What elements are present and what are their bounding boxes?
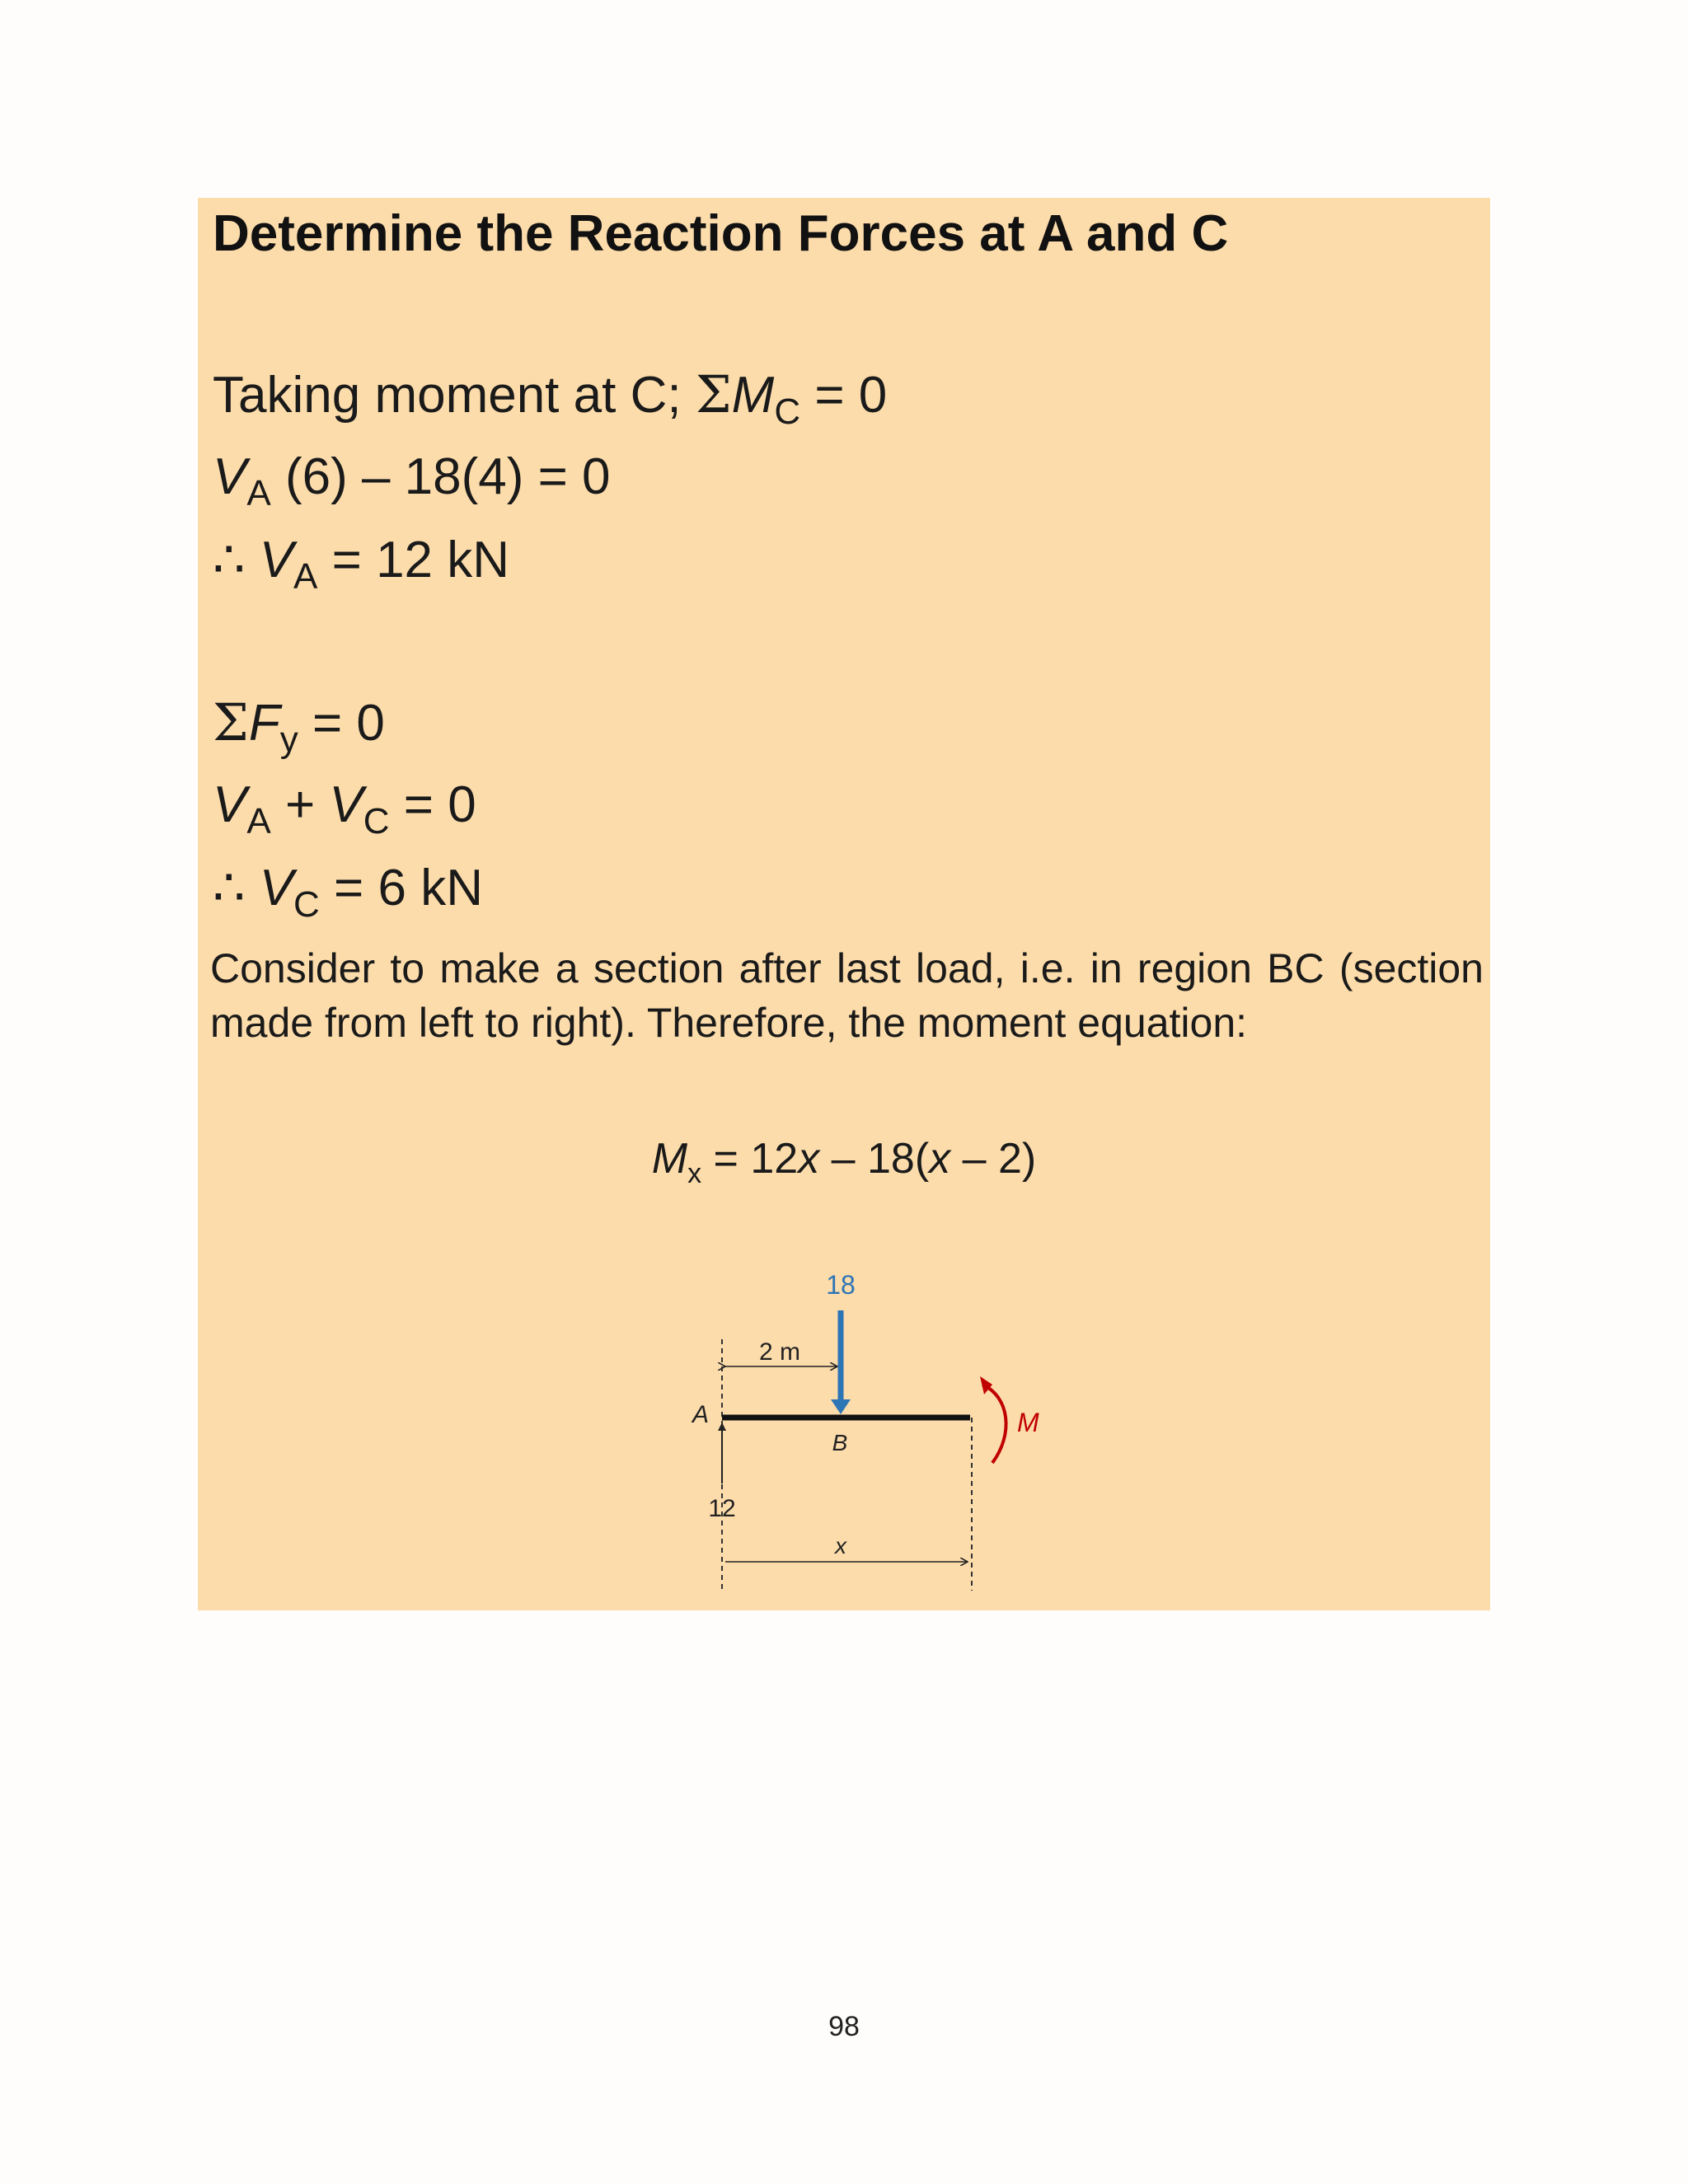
moment-rhs: = 0 [800,367,888,424]
load-value: 18 [826,1270,856,1300]
va-var: V [213,448,247,505]
moment-sub: C [774,391,801,432]
va-sub: A [246,473,271,513]
distance-label: 2 m [758,1338,801,1366]
therefore-symbol: ∴ [213,529,246,589]
va-var: V [213,776,247,833]
plus-sign: + [270,776,330,833]
slide-panel [198,198,1490,1610]
va-result-rhs: = 12 kN [317,532,510,588]
vc-result-var: V [259,860,294,916]
therefore-symbol: ∴ [213,857,246,917]
mx-var: M [651,1135,688,1183]
mx-part2: – 18( [819,1135,930,1183]
mx-sub: x [687,1158,702,1189]
sigma-symbol: Σ [213,692,249,752]
section-paragraph: Consider to make a section after last load, i.e. in region BC (section made from left to right). Therefore, the moment equation: [210,945,1484,1046]
point-b-label: B [832,1430,848,1455]
point-a-label: A [692,1401,710,1428]
moment-arrowhead-icon [980,1376,992,1394]
page-number: 98 [828,2011,860,2042]
beam-free-body-diagram [198,198,1490,1610]
force-var: F [248,695,280,752]
va-sub: A [246,801,271,841]
vc-result-sub: C [293,884,320,925]
sigma-symbol: Σ [695,364,732,424]
reaction-arrowhead-icon [718,1422,726,1431]
moment-var: M [731,367,775,424]
va-result-sub: A [293,556,318,597]
va-result-var: V [259,532,294,588]
reaction-value: 12 [708,1495,736,1522]
mx-x2: x [929,1135,951,1183]
moment-arc [982,1385,1006,1463]
force-sub: y [279,719,298,760]
moment-label: M [1017,1408,1039,1437]
force-eq-rhs: = 0 [389,776,476,833]
vc-result-rhs: = 6 kN [319,860,483,916]
mx-part3: – 2) [950,1135,1037,1183]
mx-x1: x [798,1135,820,1183]
moment-label: Taking moment at C; [213,367,682,424]
load-arrowhead-icon [831,1399,851,1414]
mx-part1: = 12 [701,1135,799,1183]
vc-sub: C [363,801,390,841]
moment-eq-rhs: (6) – 18(4) = 0 [270,448,611,505]
vc-var: V [329,776,363,833]
slide-title: Determine the Reaction Forces at A and C [213,205,1229,262]
x-label: x [835,1533,846,1558]
force-rhs: = 0 [298,695,385,752]
